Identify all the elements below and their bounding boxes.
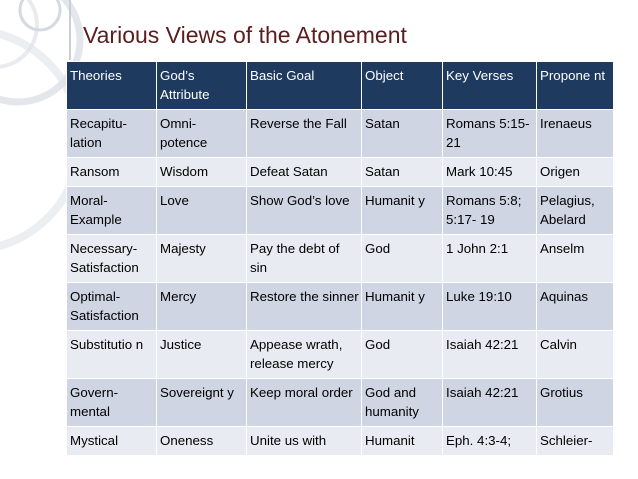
table-cell: Romans 5:15-21 [443, 110, 537, 158]
table-cell: Appease wrath, release mercy [247, 331, 362, 379]
table-row [67, 331, 614, 379]
table-cell: Mark 10:45 [443, 158, 537, 187]
table-cell: Aquinas [537, 283, 614, 331]
table-cell: God and humanity [362, 379, 443, 427]
table-cell: Keep moral order [247, 379, 362, 427]
table-cell: Romans 5:8; 5:17- 19 [443, 187, 537, 235]
table-cell: Luke 19:10 [443, 283, 537, 331]
table-cell: Isaiah 42:21 [443, 379, 537, 427]
table-row [67, 187, 614, 235]
table-cell: Irenaeus [537, 110, 614, 158]
table-cell: Isaiah 42:21 [443, 331, 537, 379]
table-cell: God [362, 331, 443, 379]
table-cell: Origen [537, 158, 614, 187]
table-cell: Show God’s love [247, 187, 362, 235]
table-cell: Mystical [67, 427, 157, 456]
table-cell: Sovereignt y [157, 379, 247, 427]
header-theories: Theories [67, 62, 157, 110]
table-cell: Restore the sinner [247, 283, 362, 331]
table-cell: Grotius [537, 379, 614, 427]
table-header-row [67, 62, 614, 110]
table-cell: Majesty [157, 235, 247, 283]
table-cell: God [362, 235, 443, 283]
table-cell: Humanit y [362, 187, 443, 235]
table-cell: Love [157, 187, 247, 235]
table-cell: Anselm [537, 235, 614, 283]
header-object: Object [362, 62, 443, 110]
table-row [67, 235, 614, 283]
table-cell: Necessary- Satisfaction [67, 235, 157, 283]
table-cell: Ransom [67, 158, 157, 187]
header-proponent: Propone nt [537, 62, 614, 110]
table-row [67, 158, 614, 187]
table-cell: Moral- Example [67, 187, 157, 235]
table-cell: Optimal- Satisfaction [67, 283, 157, 331]
table-cell: Calvin [537, 331, 614, 379]
slide-title: Various Views of the Atonement [83, 22, 407, 48]
table-row [67, 110, 614, 158]
atonement-table [66, 61, 614, 456]
table-cell: Reverse the Fall [247, 110, 362, 158]
table-cell: 1 John 2:1 [443, 235, 537, 283]
table-cell: Oneness [157, 427, 247, 456]
table-cell: Omni- potence [157, 110, 247, 158]
table-cell: Schleier- [537, 427, 614, 456]
table-row [67, 379, 614, 427]
table-cell: Pay the debt of sin [247, 235, 362, 283]
table-cell: Defeat Satan [247, 158, 362, 187]
table-cell: Substitutio n [67, 331, 157, 379]
table-cell: Mercy [157, 283, 247, 331]
header-gods-attribute: God’s Attribute [157, 62, 247, 110]
table-cell: Humanit [362, 427, 443, 456]
table-row [67, 427, 614, 456]
header-key-verses: Key Verses [443, 62, 537, 110]
header-basic-goal: Basic Goal [247, 62, 362, 110]
table-cell: Govern- mental [67, 379, 157, 427]
table-cell: Eph. 4:3-4; [443, 427, 537, 456]
table-row [67, 283, 614, 331]
table-cell: Satan [362, 158, 443, 187]
table-cell: Satan [362, 110, 443, 158]
table-cell: Recapitu- lation [67, 110, 157, 158]
table-cell: Unite us with [247, 427, 362, 456]
table-cell: Humanit y [362, 283, 443, 331]
table-cell: Justice [157, 331, 247, 379]
table-cell: Wisdom [157, 158, 247, 187]
table-cell: Pelagius, Abelard [537, 187, 614, 235]
